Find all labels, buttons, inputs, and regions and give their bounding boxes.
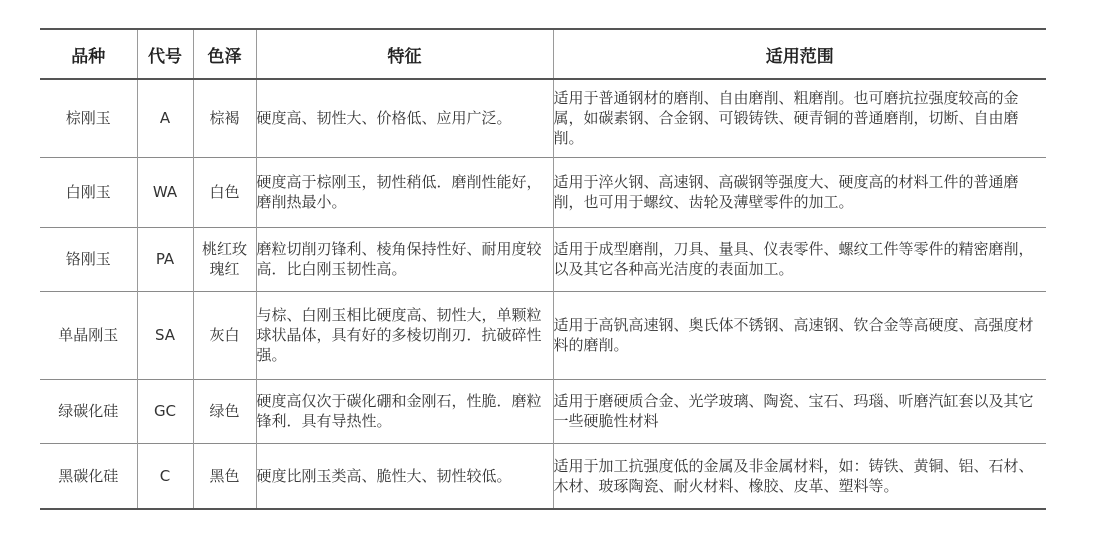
cell-features: 硬度高于棕刚玉，韧性稍低．磨削性能好，磨削热最小。 — [256, 157, 553, 227]
table-row — [40, 79, 1046, 157]
header-row — [40, 29, 1046, 79]
header-applications: 适用范围 — [553, 29, 1046, 79]
cell-features: 磨粒切削刃锋利、棱角保持性好、耐用度较高．比白刚玉韧性高。 — [256, 227, 553, 291]
cell-variety: 棕刚玉 — [65, 109, 111, 128]
table-row — [40, 443, 1046, 509]
cell-color: 黑色 — [193, 443, 256, 509]
cell-features: 硬度高仅次于碳化硼和金刚石，性脆．磨粒锋利．具有导热性。 — [256, 379, 553, 443]
cell-variety: 白刚玉 — [65, 183, 111, 201]
cell-code: C — [137, 443, 193, 509]
cell-applications: 适用于高钒高速钢、奥氏体不锈钢、高速钢、钦合金等高硬度、高强度材料的磨削。 — [553, 291, 1046, 379]
cell-code: SA — [137, 291, 193, 379]
cell-color: 白色 — [193, 157, 256, 227]
cell-applications: 适用于磨硬质合金、光学玻璃、陶瓷、宝石、玛瑙、听磨汽缸套以及其它一些硬脆性材料 — [553, 379, 1046, 443]
cell-applications: 适用于普通钢材的磨削、自由磨削、粗磨削。也可磨抗拉强度较高的金属，如碳素钢、合金钢、可锻铸铁、硬青铜的普通磨削，切断、自由磨削。 — [553, 79, 1046, 157]
cell-variety: 铬刚玉 — [65, 250, 111, 268]
cell-variety: 单晶刚玉 — [58, 326, 119, 344]
cell-applications: 适用于成型磨削，刀具、量具、仪表零件、螺纹工件等零件的精密磨削，以及其它各种高光洁度的表面加工。 — [553, 227, 1046, 291]
header-variety: 品种 — [71, 46, 106, 67]
table-row — [40, 157, 1046, 227]
table-row — [40, 227, 1046, 291]
cell-applications: 适用于加工抗强度低的金属及非金属材料，如：铸铁、黄铜、铝、石材、木材、玻琢陶瓷、耐火材料、橡胶、皮革、塑料等。 — [553, 443, 1046, 509]
header-code: 代号 — [137, 29, 193, 79]
cell-applications: 适用于淬火钢、高速钢、高碳钢等强度大、硬度高的材料工件的普通磨削，也可用于螺纹、齿轮及薄壁零件的加工。 — [553, 157, 1046, 227]
abrasive-spec-table — [40, 28, 1046, 510]
cell-code: WA — [137, 157, 193, 227]
cell-color: 灰白 — [193, 291, 256, 379]
cell-features: 硬度比刚玉类高、脆性大、韧性较低。 — [256, 443, 553, 509]
cell-features: 与棕、白刚玉相比硬度高、韧性大，单颗粒球状晶体，具有好的多棱切削刃．抗破碎性强。 — [256, 291, 553, 379]
cell-features: 硬度高、韧性大、价格低、应用广泛。 — [256, 79, 553, 157]
cell-code: PA — [137, 227, 193, 291]
cell-code: GC — [137, 379, 193, 443]
cell-color: 棕褐 — [193, 79, 256, 157]
cell-variety: 绿碳化硅 — [58, 402, 119, 420]
cell-color: 绿色 — [193, 379, 256, 443]
cell-code: A — [137, 79, 193, 157]
header-color: 色泽 — [193, 29, 256, 79]
header-features: 特征 — [256, 29, 553, 79]
table-row — [40, 379, 1046, 443]
table-row — [40, 291, 1046, 379]
cell-color: 桃红玫瑰红 — [193, 227, 256, 291]
cell-variety: 黑碳化硅 — [58, 466, 119, 485]
